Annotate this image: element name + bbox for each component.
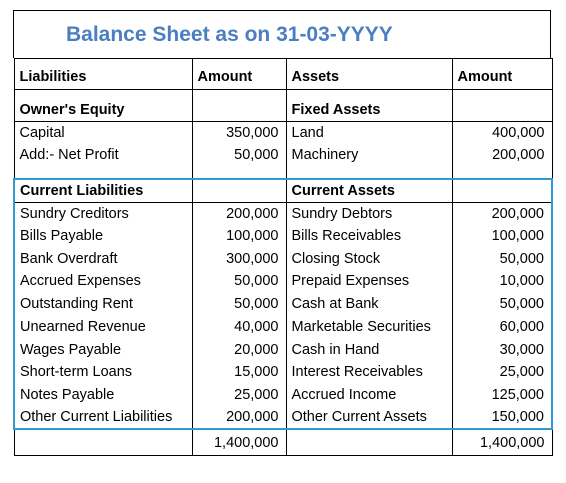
table-row (14, 225, 552, 248)
liability-label: Bills Payable (14, 225, 192, 248)
owners-equity-heading: Owner's Equity (14, 99, 192, 122)
table-row (14, 293, 552, 316)
asset-label: Land (286, 121, 452, 144)
asset-label: Cash in Hand (286, 338, 452, 361)
header-amount-liabilities: Amount (192, 59, 286, 90)
header-assets: Assets (286, 59, 452, 90)
table-row (14, 247, 552, 270)
liability-label: Wages Payable (14, 338, 192, 361)
heading-amount-blank (452, 179, 552, 203)
liability-amount: 50,000 (192, 293, 286, 316)
table-row (14, 361, 552, 384)
liability-amount: 25,000 (192, 384, 286, 407)
asset-label: Closing Stock (286, 247, 452, 270)
total-assets: 1,400,000 (452, 429, 552, 455)
liability-amount: 15,000 (192, 361, 286, 384)
liability-label: Accrued Expenses (14, 270, 192, 293)
table-row (14, 121, 552, 144)
table-row (14, 270, 552, 293)
liability-amount: 350,000 (192, 121, 286, 144)
balance-table (13, 58, 553, 456)
liability-label: Unearned Revenue (14, 316, 192, 339)
liability-label: Add:- Net Profit (14, 144, 192, 167)
total-liabilities-label-blank (14, 429, 192, 455)
asset-amount: 125,000 (452, 384, 552, 407)
liability-amount: 100,000 (192, 225, 286, 248)
title-box (13, 10, 551, 58)
asset-label: Bills Receivables (286, 225, 452, 248)
asset-label: Accrued Income (286, 384, 452, 407)
asset-amount: 10,000 (452, 270, 552, 293)
section-heading-row (14, 179, 552, 203)
liability-label: Capital (14, 121, 192, 144)
current-liabilities-heading: Current Liabilities (14, 179, 192, 203)
liability-amount: 50,000 (192, 270, 286, 293)
asset-amount: 25,000 (452, 361, 552, 384)
asset-amount: 150,000 (452, 406, 552, 429)
current-assets-heading: Current Assets (286, 179, 452, 203)
spacer-row (14, 90, 552, 99)
table-row (14, 406, 552, 429)
liability-label: Bank Overdraft (14, 247, 192, 270)
asset-amount: 200,000 (452, 202, 552, 225)
sheet-title: Balance Sheet as on 31-03-YYYY (66, 23, 393, 46)
asset-amount: 30,000 (452, 338, 552, 361)
liability-amount: 200,000 (192, 406, 286, 429)
liability-amount: 20,000 (192, 338, 286, 361)
totals-row (14, 429, 552, 455)
header-row (14, 59, 552, 90)
liability-label: Other Current Liabilities (14, 406, 192, 429)
asset-label: Sundry Debtors (286, 202, 452, 225)
liability-label: Sundry Creditors (14, 202, 192, 225)
liability-label: Notes Payable (14, 384, 192, 407)
header-amount-assets: Amount (452, 59, 552, 90)
table-row (14, 144, 552, 167)
header-liabilities: Liabilities (14, 59, 192, 90)
asset-amount: 100,000 (452, 225, 552, 248)
balance-sheet (13, 10, 551, 456)
asset-label: Prepaid Expenses (286, 270, 452, 293)
liability-label: Short-term Loans (14, 361, 192, 384)
asset-amount: 400,000 (452, 121, 552, 144)
table-row (14, 316, 552, 339)
fixed-assets-heading: Fixed Assets (286, 99, 452, 122)
heading-amount-blank (192, 179, 286, 203)
liability-amount: 50,000 (192, 144, 286, 167)
liability-amount: 200,000 (192, 202, 286, 225)
asset-amount: 60,000 (452, 316, 552, 339)
asset-label: Machinery (286, 144, 452, 167)
asset-label: Marketable Securities (286, 316, 452, 339)
asset-label: Other Current Assets (286, 406, 452, 429)
asset-amount: 50,000 (452, 293, 552, 316)
total-assets-label-blank (286, 429, 452, 455)
asset-amount: 200,000 (452, 144, 552, 167)
liability-label: Outstanding Rent (14, 293, 192, 316)
asset-label: Cash at Bank (286, 293, 452, 316)
liability-amount: 300,000 (192, 247, 286, 270)
total-liabilities: 1,400,000 (192, 429, 286, 455)
asset-label: Interest Receivables (286, 361, 452, 384)
asset-amount: 50,000 (452, 247, 552, 270)
spacer-row (14, 167, 552, 179)
liability-amount: 40,000 (192, 316, 286, 339)
table-row (14, 384, 552, 407)
table-row (14, 202, 552, 225)
table-row (14, 338, 552, 361)
section-heading-row (14, 99, 552, 122)
